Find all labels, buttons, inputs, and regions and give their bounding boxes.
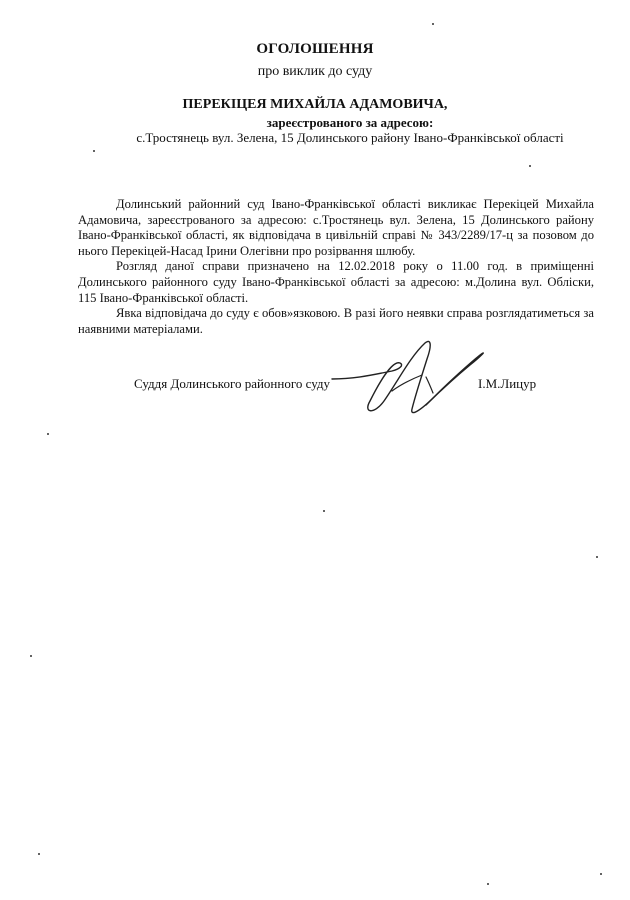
document-subtitle: про виклик до суду [257,64,373,79]
judge-name: І.М.Лицур [478,376,537,391]
judge-title: Суддя Долинського районного суду [134,376,330,391]
scan-speck [487,883,489,885]
scan-speck [30,655,32,657]
scan-speck [38,853,40,855]
addressee-name: ПЕРЕКІЦЕЯ МИХАЙЛА АДАМОВИЧА, [182,97,448,112]
notice-body [78,197,594,337]
scan-speck [529,165,531,167]
body-paragraph-attendance: Явка відповідача до суду є обов»язковою. В разі його неявки справа розглядатиметься за наявними матеріалами. [78,306,594,336]
handwritten-signature [330,335,495,420]
body-paragraph-hearing: Розгляд даної справи призначено на 12.02.2018 року о 11.00 год. в приміщенні Долинського районного суду Івано-Франківської області за адресою: м.Долина вул. Обліски, 115 Івано-Франківської області. [78,259,594,305]
document-title: ОГОЛОШЕННЯ [256,41,374,57]
scan-speck [323,510,325,512]
addressee-registered-label: зареєстрованого за адресою: [266,115,434,130]
body-paragraph-summons: Долинський районний суд Івано-Франківської області викликає Перекіцей Михайла Адамовича, зареєстрованого за адресою: с.Тростянець вул. Зелена, 15 Долинського району Івано-Франківської області, як відповідача в цивільній справі № 343/2289/17-ц за позовом до нього Перекіцей-Насад Ірини Олегівни про розірвання шлюбу. [78,197,594,258]
addressee-address: с.Тростянець вул. Зелена, 15 Долинського району Івано-Франківської області [136,130,564,145]
scan-speck [432,23,434,25]
scan-speck [47,433,49,435]
scan-speck [93,150,95,152]
scan-speck [596,556,598,558]
scan-speck [600,873,602,875]
